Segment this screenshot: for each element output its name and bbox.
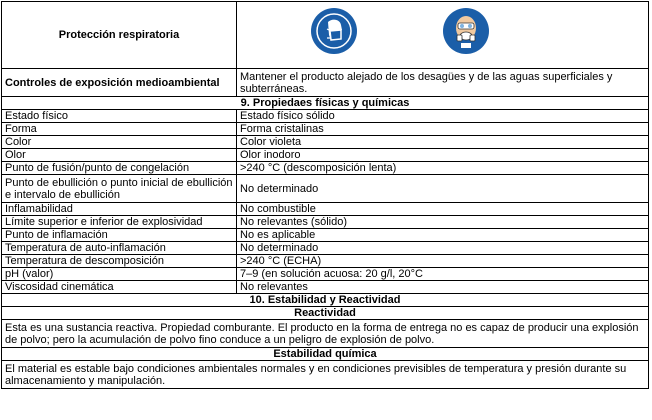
property-label: Punto de inflamación [2, 229, 237, 242]
property-row [2, 162, 649, 175]
sds-sheet [1, 1, 649, 389]
respiratory-icons-cell [237, 2, 649, 69]
property-label: Límite superior e inferior de explosividad [2, 216, 237, 229]
reactivity-text-row [2, 320, 649, 348]
property-label: Inflamabilidad [2, 203, 237, 216]
stability-text-row [2, 361, 649, 389]
property-row [2, 149, 649, 162]
property-value: No relevantes [237, 281, 649, 294]
stability-title: Estabilidad química [2, 348, 649, 361]
property-label: Forma [2, 123, 237, 136]
property-value: 7–9 (en solución acuosa: 20 g/l, 20°C [237, 268, 649, 281]
reactivity-title: Reactividad [2, 307, 649, 320]
property-row [2, 216, 649, 229]
property-value: Color violeta [237, 136, 649, 149]
property-row [2, 255, 649, 268]
reactivity-text: Esta es una sustancia reactiva. Propiedad comburante. El producto en la forma de entrega no es capaz de producir una explosión de polvo; pero la acumulación de polvo fino conduce a un peligro de explosión de polvo. [2, 320, 649, 348]
property-row [2, 229, 649, 242]
property-row [2, 242, 649, 255]
property-label: Color [2, 136, 237, 149]
property-row [2, 268, 649, 281]
property-label: Punto de ebullición o punto inicial de ebullición e intervalo de ebullición [2, 175, 237, 203]
property-row [2, 123, 649, 136]
property-label: pH (valor) [2, 268, 237, 281]
env-exposure-row [2, 69, 649, 97]
property-row [2, 203, 649, 216]
property-label: Estado físico [2, 110, 237, 123]
property-value: Forma cristalinas [237, 123, 649, 136]
property-row [2, 281, 649, 294]
property-label: Temperatura de descomposición [2, 255, 237, 268]
sds-table [1, 1, 649, 389]
property-row [2, 110, 649, 123]
gas-mask-icon [443, 8, 489, 54]
face-mask-icon [311, 8, 357, 54]
section10-title-row [2, 294, 649, 307]
property-row [2, 175, 649, 203]
property-value: No relevantes (sólido) [237, 216, 649, 229]
property-label: Olor [2, 149, 237, 162]
env-exposure-value: Mantener el producto alejado de los desagües y de las aguas superficiales y subterráneas. [237, 69, 649, 97]
property-value: Estado físico sólido [237, 110, 649, 123]
respiratory-row [2, 2, 649, 69]
property-label: Temperatura de auto-inflamación [2, 242, 237, 255]
property-value: Olor inodoro [237, 149, 649, 162]
property-value: >240 °C (ECHA) [237, 255, 649, 268]
property-value: No es aplicable [237, 229, 649, 242]
property-value: >240 °C (descomposición lenta) [237, 162, 649, 175]
section9-title-row [2, 97, 649, 110]
property-value: No determinado [237, 175, 649, 203]
respiratory-label: Protección respiratoria [2, 2, 237, 69]
section10-title: 10. Estabilidad y Reactividad [2, 294, 649, 307]
property-value: No combustible [237, 203, 649, 216]
reactivity-title-row [2, 307, 649, 320]
stability-title-row [2, 348, 649, 361]
property-row [2, 136, 649, 149]
stability-text: El material es estable bajo condiciones ambientales normales y en condiciones previsibles de temperatura y presión durante su almacenamiento y manipulación. [2, 361, 649, 389]
section9-title: 9. Propiedaes físicas y químicas [2, 97, 649, 110]
env-exposure-label: Controles de exposición medioambiental [2, 69, 237, 97]
property-label: Punto de fusión/punto de congelación [2, 162, 237, 175]
property-label: Viscosidad cinemática [2, 281, 237, 294]
property-value: No determinado [237, 242, 649, 255]
